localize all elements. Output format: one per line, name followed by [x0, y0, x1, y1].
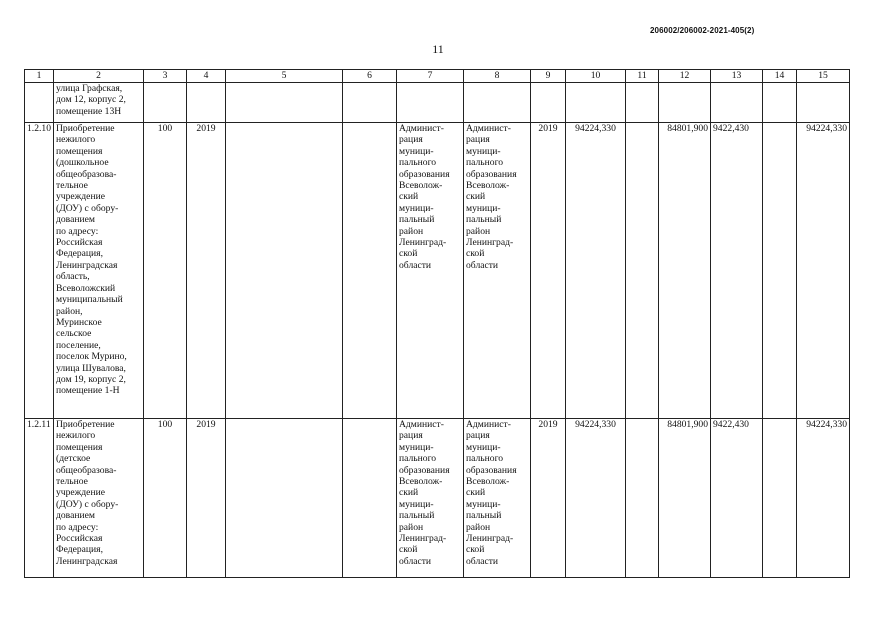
header-cell: 7 [397, 70, 464, 83]
cell [531, 83, 566, 123]
cell-number: 1.2.11 [25, 419, 54, 578]
cell-percent: 100 [144, 419, 187, 578]
header-cell: 11 [626, 70, 659, 83]
cell [187, 83, 226, 123]
cell-customer: Админист- рация муници- пального образования Всеволож- ский муници- пальный район Ленинград- ской области [397, 419, 464, 578]
cell [226, 83, 343, 123]
cell-customer: Админист- рация муници- пального образования Всеволож- ский муници- пальный район Ленинград- ской области [397, 123, 464, 419]
cell [763, 123, 797, 419]
cell-amount: 94224,330 [797, 419, 850, 578]
cell-percent: 100 [144, 123, 187, 419]
header-cell: 2 [54, 70, 144, 83]
cell [626, 83, 659, 123]
cell [343, 83, 397, 123]
cell-amount: 94224,330 [797, 123, 850, 419]
table-row-continuation [25, 83, 850, 123]
cell [464, 83, 531, 123]
document-id: 206002/206002-2021-405(2) [650, 26, 755, 35]
cell-amount: 84801,900 [659, 123, 711, 419]
cell-amount: 94224,330 [566, 419, 626, 578]
cell-amount: 94224,330 [566, 123, 626, 419]
header-cell: 5 [226, 70, 343, 83]
cell [144, 83, 187, 123]
cell [343, 419, 397, 578]
cell [711, 83, 763, 123]
header-cell: 9 [531, 70, 566, 83]
header-cell: 6 [343, 70, 397, 83]
header-cell: 10 [566, 70, 626, 83]
table-header-row [25, 70, 850, 83]
data-table [24, 69, 850, 578]
page-number: 11 [432, 42, 444, 56]
cell [763, 419, 797, 578]
header-cell: 12 [659, 70, 711, 83]
cell-object-name: Приобретение нежилого помещения (детское общеобразова- тельное учреждение (ДОУ) с обору- дованием по адресу: Российская Федерация, Ленинградская [54, 419, 144, 578]
cell-object-name: улица Графская, дом 12, корпус 2, помещение 13Н [54, 83, 144, 123]
cell [226, 419, 343, 578]
cell-amount: 9422,430 [711, 419, 763, 578]
cell-year: 2019 [531, 419, 566, 578]
cell [626, 123, 659, 419]
cell [763, 83, 797, 123]
table-row [25, 123, 850, 419]
cell-year: 2019 [531, 123, 566, 419]
cell [226, 123, 343, 419]
cell-year: 2019 [187, 419, 226, 578]
header-cell: 8 [464, 70, 531, 83]
cell-number [25, 83, 54, 123]
cell [397, 83, 464, 123]
table-row [25, 419, 850, 578]
header-cell: 3 [144, 70, 187, 83]
cell [659, 83, 711, 123]
cell [566, 83, 626, 123]
cell [626, 419, 659, 578]
cell [797, 83, 850, 123]
cell-year: 2019 [187, 123, 226, 419]
cell-owner: Админист- рация муници- пального образования Всеволож- ский муници- пальный район Ленинград- ской области [464, 123, 531, 419]
header-cell: 4 [187, 70, 226, 83]
cell [343, 123, 397, 419]
header-cell: 15 [797, 70, 850, 83]
cell-number: 1.2.10 [25, 123, 54, 419]
cell-amount: 9422,430 [711, 123, 763, 419]
cell-amount: 84801,900 [659, 419, 711, 578]
header-cell: 14 [763, 70, 797, 83]
header-cell: 1 [25, 70, 54, 83]
cell-object-name: Приобретение нежилого помещения (дошкольное общеобразова- тельное учреждение (ДОУ) с обору- дованием по адресу: Российская Федерация, Ленинградская область, Всеволожский муниципальный район, Муринское сельское поселение, поселок Мурино, улица Шувалова, дом 19, корпус 2, помещение 1-Н [54, 123, 144, 419]
cell-owner: Админист- рация муници- пального образования Всеволож- ский муници- пальный район Ленинград- ской области [464, 419, 531, 578]
header-cell: 13 [711, 70, 763, 83]
